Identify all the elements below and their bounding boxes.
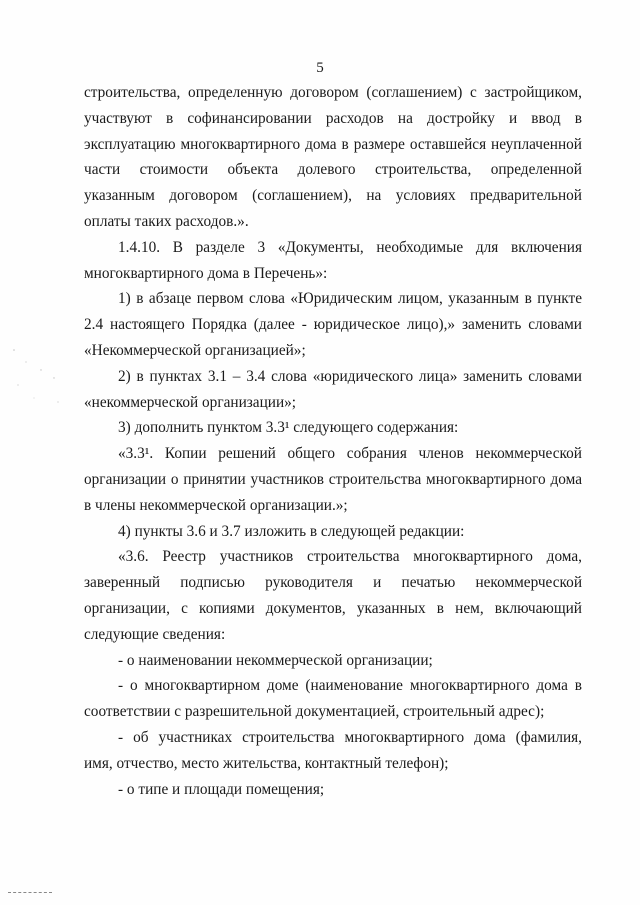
- text-line: - о наименовании некоммерческой организации;: [118, 651, 433, 669]
- text-line: «Некоммерческой организацией»;: [84, 341, 306, 359]
- text-line: части стоимости объекта долевого строительства, определенной: [84, 161, 582, 179]
- text-line: соответствии с разрешительной документацией, строительный адрес);: [84, 703, 545, 721]
- text-line: «некоммерческой организации»;: [84, 393, 297, 411]
- text-line: - о типе и площади помещения;: [118, 780, 325, 798]
- text-line: в члены некоммерческой организации.»;: [84, 496, 348, 514]
- scan-edge-mark: [8, 892, 52, 893]
- text-line: - об участниках строительства многоквартирного дома (фамилия,: [118, 728, 582, 746]
- text-line: 3) дополнить пунктом 3.3¹ следующего содержания:: [118, 419, 459, 437]
- text-line: 1) в абзаце первом слова «Юридическим лицом, указанным в пункте: [118, 290, 582, 308]
- text-line: «3.6. Реестр участников строительства многоквартирного дома,: [118, 548, 582, 566]
- text-line: 1.4.10. В разделе 3 «Документы, необходимые для включения: [118, 238, 582, 256]
- text-line: указанным договором (соглашением), на условиях предварительной: [84, 187, 582, 205]
- text-line: участвуют в софинансировании расходов на достройку и ввод в: [84, 109, 582, 127]
- text-line: 2) в пунктах 3.1 – 3.4 слова «юридического лица» заменить словами: [118, 367, 582, 385]
- text-line: - о многоквартирном доме (наименование многоквартирного дома в: [118, 677, 582, 695]
- text-line: 2.4 настоящего Порядка (далее - юридическое лицо),» заменить словами: [84, 316, 582, 334]
- text-line: следующие сведения:: [84, 625, 226, 643]
- text-line: «3.3¹. Копии решений общего собрания членов некоммерческой: [118, 445, 582, 463]
- text-line: эксплуатацию многоквартирного дома в размере оставшейся неуплаченной: [84, 135, 582, 153]
- text-line: оплаты таких расходов.».: [84, 212, 249, 230]
- document-body: [84, 80, 582, 802]
- text-line: многоквартирного дома в Перечень»:: [84, 264, 328, 282]
- text-line: заверенный подписью руководителя и печатью некоммерческой: [84, 574, 582, 592]
- text-line: имя, отчество, место жительства, контактный телефон);: [84, 754, 449, 772]
- text-line: организации о принятии участников строительства многоквартирного дома: [84, 470, 582, 488]
- page-number: 5: [316, 60, 324, 76]
- scan-noise-specks: [6, 340, 66, 420]
- text-line: организации, с копиями документов, указанных в нем, включающий: [84, 599, 582, 617]
- text-line: 4) пункты 3.6 и 3.7 изложить в следующей редакции:: [118, 522, 465, 540]
- text-line: строительства, определенную договором (соглашением) с застройщиком,: [84, 84, 582, 101]
